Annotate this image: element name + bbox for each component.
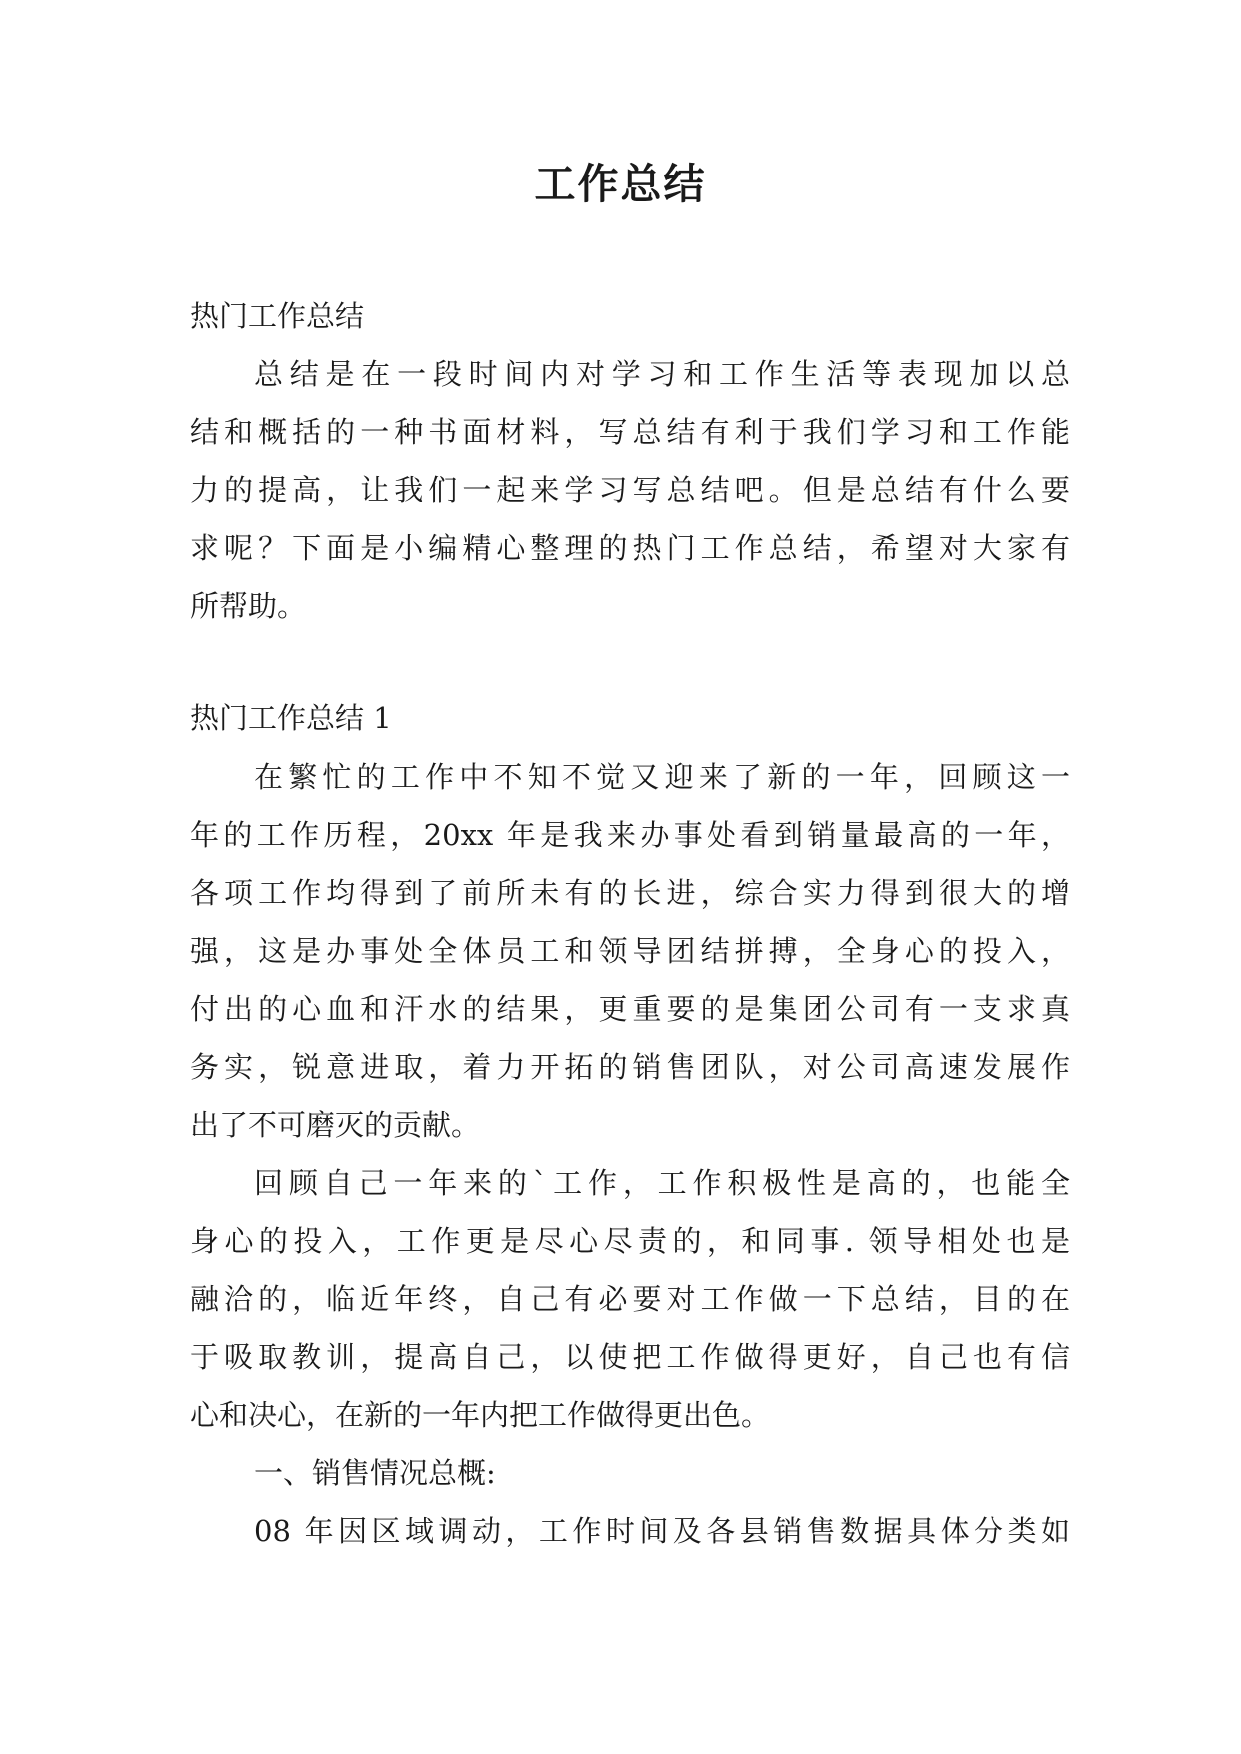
paragraph-line: 在繁忙的工作中不知不觉又迎来了新的一年，回顾这一 — [254, 760, 1070, 794]
paragraph-line: 于吸取教训，提高自己，以使把工作做得更好，自己也有信 — [190, 1340, 1070, 1374]
paragraph-line: 力的提高，让我们一起来学习写总结吧。但是总结有什么要 — [190, 473, 1070, 507]
paragraph-line: 身心的投入，工作更是尽心尽责的，和同事. 领导相处也是 — [190, 1224, 1070, 1258]
subsection-heading: 一、销售情况总概: — [254, 1456, 496, 1490]
paragraph-line: 08 年因区域调动，工作时间及各县销售数据具体分类如 — [254, 1514, 1070, 1548]
paragraph-line: 所帮助。 — [190, 589, 307, 623]
paragraph-line: 付出的心血和汗水的结果，更重要的是集团公司有一支求真 — [190, 992, 1070, 1026]
paragraph-line: 融洽的，临近年终，自己有必要对工作做一下总结，目的在 — [190, 1282, 1070, 1316]
section-heading: 热门工作总结 1 — [190, 701, 392, 735]
paragraph-line: 总结是在一段时间内对学习和工作生活等表现加以总 — [254, 357, 1070, 391]
paragraph-line: 结和概括的一种书面材料，写总结有利于我们学习和工作能 — [190, 415, 1070, 449]
paragraph-line: 求呢？下面是小编精心整理的热门工作总结，希望对大家有 — [190, 531, 1070, 565]
paragraph-line: 年的工作历程，20xx 年是我来办事处看到销量最高的一年， — [190, 818, 1070, 852]
section-heading: 热门工作总结 — [190, 299, 365, 333]
paragraph-line: 强，这是办事处全体员工和领导团结拼搏，全身心的投入， — [190, 934, 1070, 968]
paragraph-line: 心和决心，在新的一年内把工作做得更出色。 — [190, 1398, 771, 1432]
paragraph-line: 出了不可磨灭的贡献。 — [190, 1108, 481, 1142]
paragraph-line: 回顾自己一年来的`工作，工作积极性是高的，也能全 — [254, 1166, 1070, 1200]
paragraph-line: 务实，锐意进取，着力开拓的销售团队，对公司高速发展作 — [190, 1050, 1070, 1084]
paragraph-line: 各项工作均得到了前所未有的长进，综合实力得到很大的增 — [190, 876, 1070, 910]
document-title: 工作总结 — [534, 160, 707, 208]
